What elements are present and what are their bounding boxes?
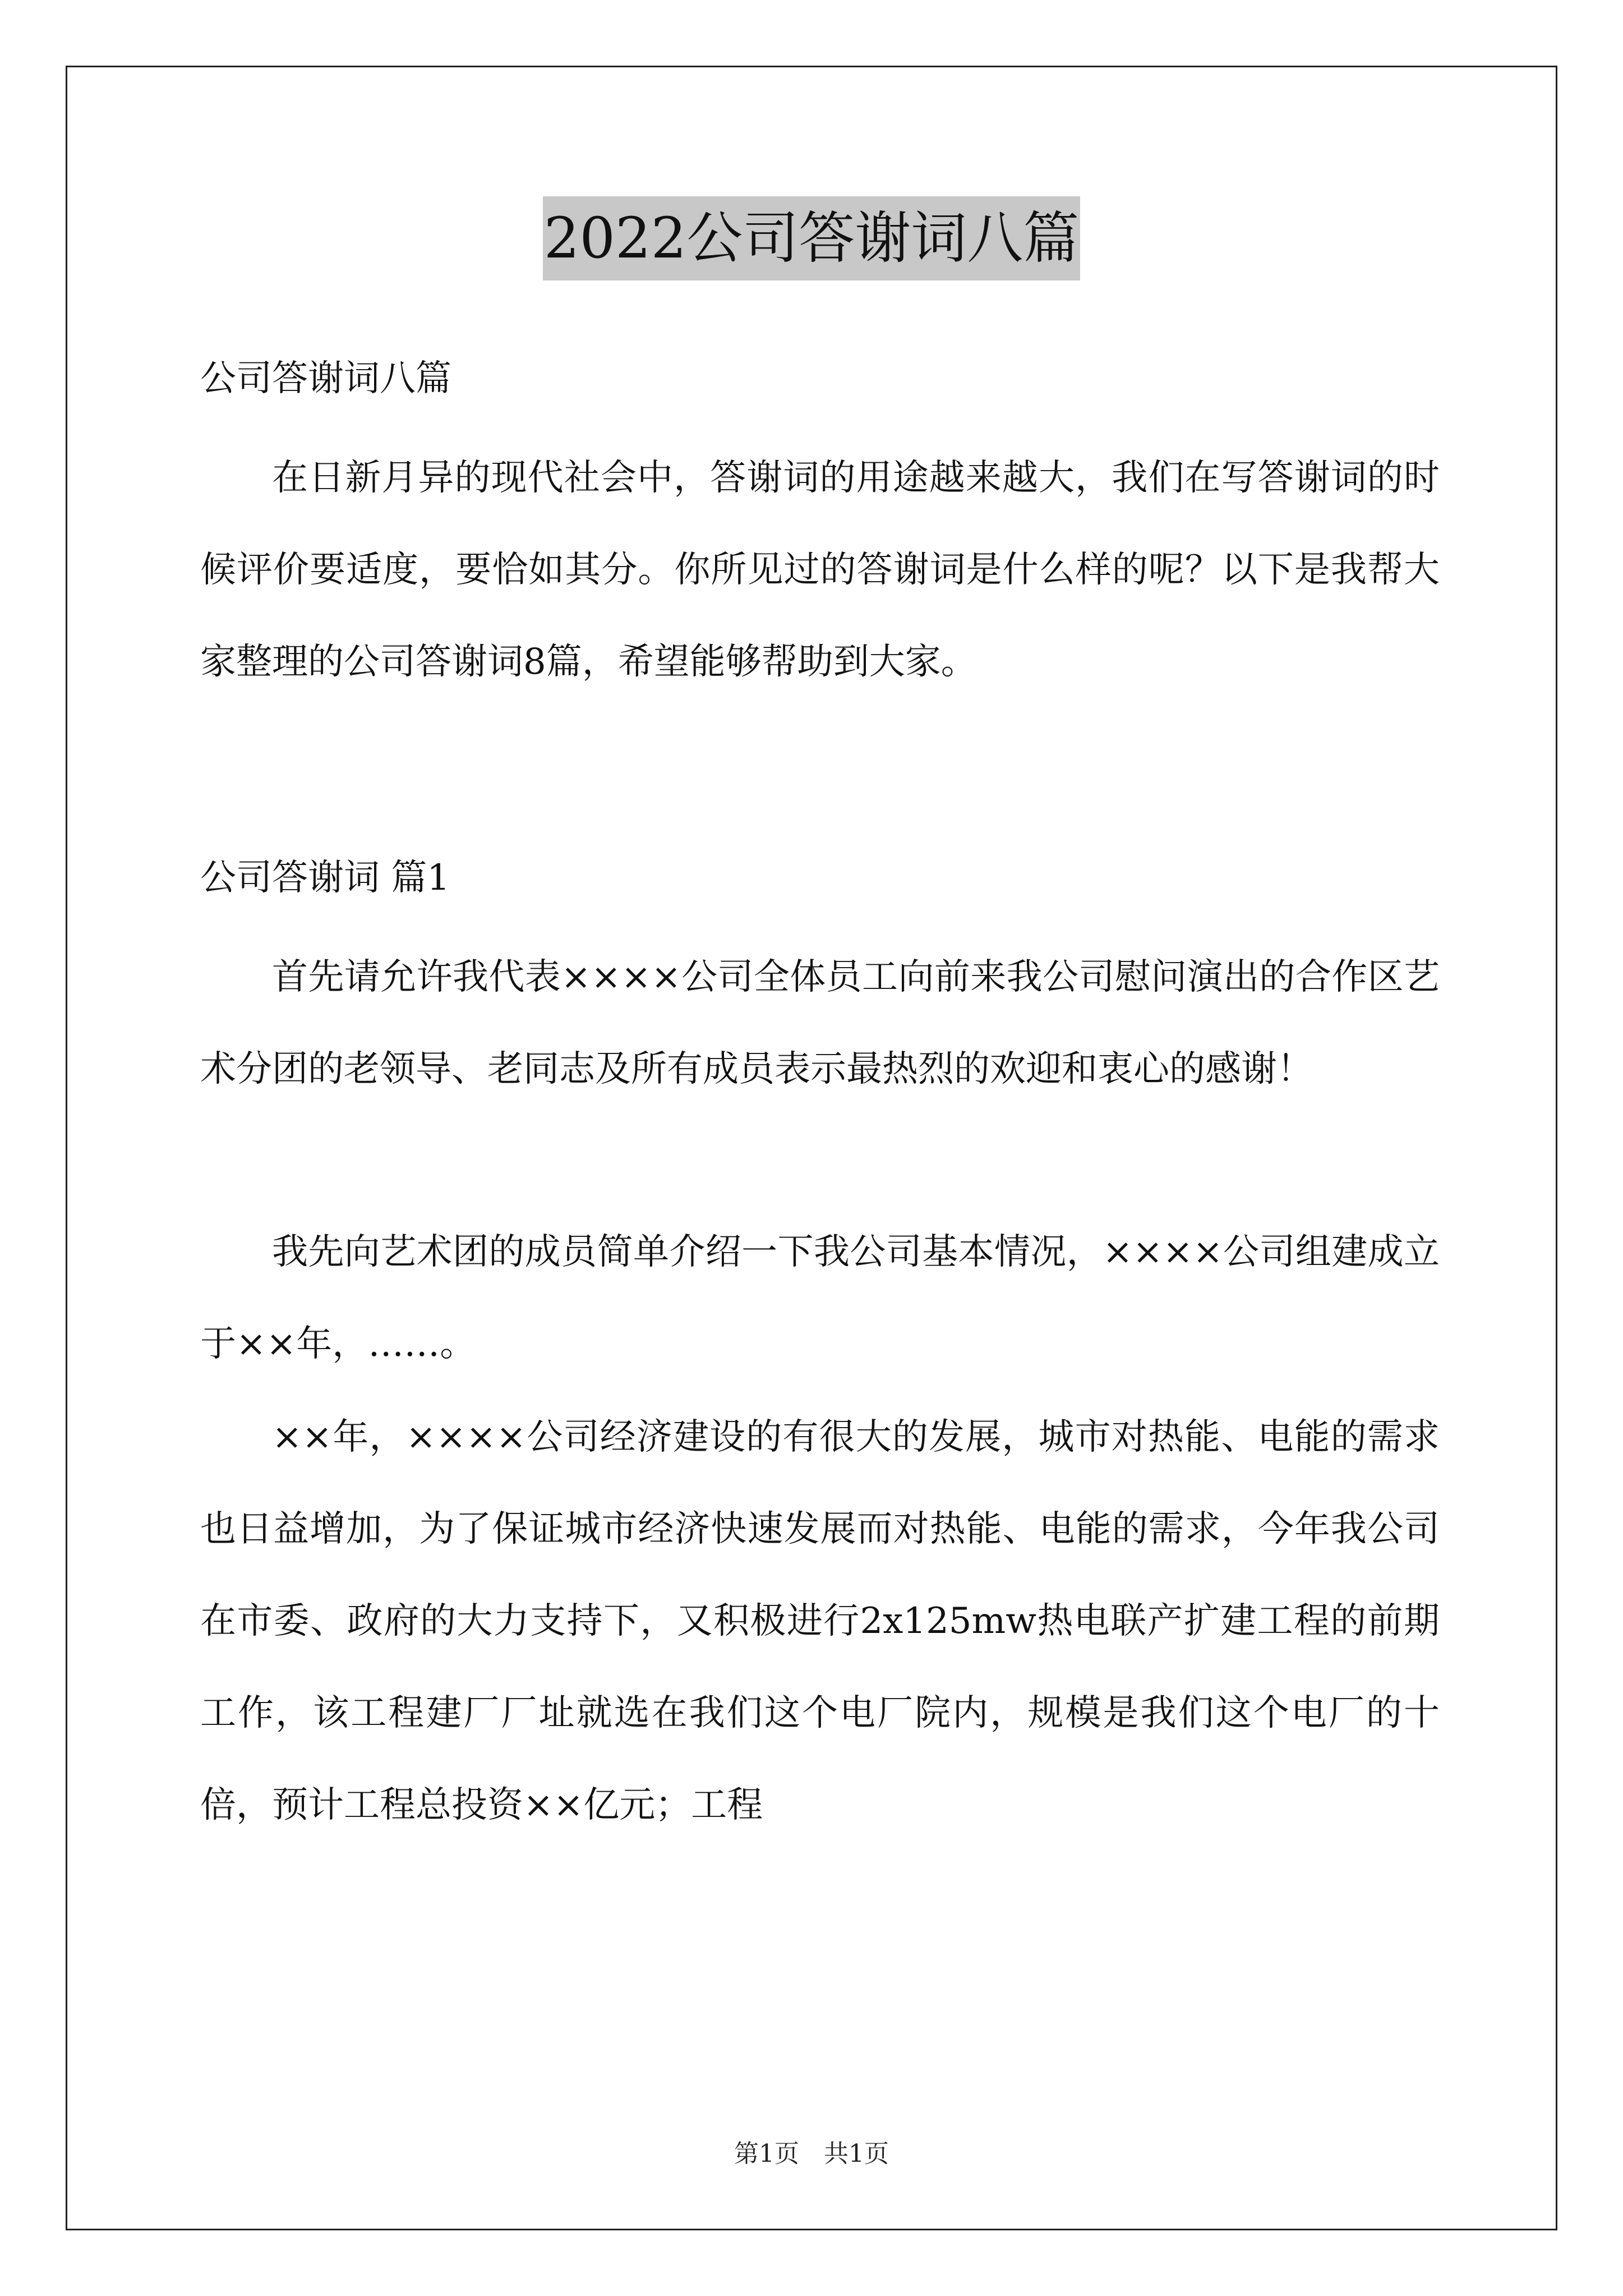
paragraph-1: 首先请允许我代表××××公司全体员工向前来我公司慰问演出的合作区艺术分团的老领导、老同志及所有成员表示最热烈的欢迎和衷心的感谢！: [200, 956, 1440, 1090]
document-subtitle: 公司答谢词八篇: [200, 358, 451, 399]
section-heading: 公司答谢词 篇1: [200, 857, 450, 899]
title-container: [0, 196, 1623, 280]
intro-paragraph: 在日新月异的现代社会中，答谢词的用途越来越大，我们在写答谢词的时候评价要适度，要恰如其分。你所见过的答谢词是什么样的呢？以下是我帮大家整理的公司答谢词8篇，希望能够帮助到大家。: [200, 457, 1440, 683]
paragraph-2: 我先向艺术团的成员简单介绍一下我公司基本情况，××××公司组建成立于××年，……。: [200, 1231, 1440, 1365]
document-title: 2022公司答谢词八篇: [543, 196, 1081, 280]
page-footer: 第1页 共1页: [734, 2139, 889, 2168]
paragraph-3: ××年，××××公司经济建设的有很大的发展，城市对热能、电能的需求也日益增加，为了保证城市经济快速发展而对热能、电能的需求，今年我公司在市委、政府的大力支持下，又积极进行2x125mw热电联产扩建工程的前期工作，该工程建厂厂址就选在我们这个电厂院内，规模是我们这个电厂的十倍，预计工程总投资××亿元；工程: [200, 1416, 1440, 1826]
